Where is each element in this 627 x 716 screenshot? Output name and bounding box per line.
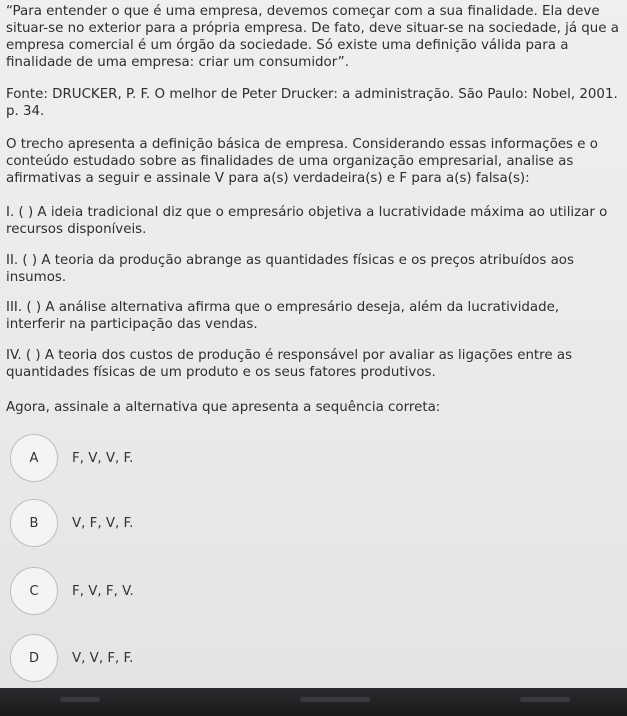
option-text[interactable]: V, V, F, F.	[72, 650, 134, 666]
answer-option-d[interactable]	[10, 633, 430, 683]
strip-artifact	[60, 697, 100, 702]
option-letter-circle[interactable]	[10, 434, 58, 482]
option-letter: D	[28, 650, 39, 666]
option-text[interactable]: V, F, V, F.	[72, 515, 134, 531]
option-letter-circle[interactable]	[10, 567, 58, 615]
statement-1: I. ( ) A ideia tradicional diz que o empresário objetiva a lucratividade máxima ao utilizar o recursos disponíveis.	[6, 205, 608, 237]
statement-2: II. ( ) A teoria da produção abrange as quantidades físicas e os preços atribuídos aos insumos.	[6, 253, 574, 285]
answer-option-c[interactable]	[10, 566, 430, 616]
answer-option-a[interactable]	[10, 433, 430, 483]
strip-artifact	[520, 697, 570, 702]
option-text[interactable]: F, V, V, F.	[72, 450, 134, 466]
answer-option-b[interactable]	[10, 498, 430, 548]
bottom-dark-strip	[0, 688, 627, 716]
source-citation: Fonte: DRUCKER, P. F. O melhor de Peter Drucker: a administração. São Paulo: Nobel, 2001. p. 34.	[6, 87, 618, 119]
option-letter-circle[interactable]	[10, 634, 58, 682]
statement-3: III. ( ) A análise alternativa afirma que o empresário deseja, além da lucratividade, interferir na participação das vendas.	[6, 300, 560, 332]
option-text[interactable]: F, V, F, V.	[72, 583, 134, 599]
quote-paragraph: “Para entender o que é uma empresa, devemos começar com a sua finalidade. Ela deve situar-se no exterior para a própria empresa. De fato, deve situar-se na sociedade, já que a empresa comercial é um órgão da sociedade. Só existe uma definição válida para a finalidade de uma empresa: criar um consumidor”.	[6, 4, 619, 70]
statement-4: IV. ( ) A teoria dos custos de produção é responsável por avaliar as ligações entre as quantidades físicas de um produto e os seus fatores produtivos.	[6, 348, 573, 380]
option-letter: C	[29, 583, 39, 599]
question-prompt: Agora, assinale a alternativa que apresenta a sequência correta:	[6, 400, 441, 415]
strip-artifact	[300, 697, 370, 702]
option-letter-circle[interactable]	[10, 499, 58, 547]
question-intro: O trecho apresenta a definição básica de empresa. Considerando essas informações e o conteúdo estudado sobre as finalidades de uma organização empresarial, analise as afirmativas a seguir e assinale V para a(s) verdadeira(s) e F para a(s) falsa(s):	[6, 137, 598, 186]
option-letter: A	[29, 450, 39, 466]
option-letter: B	[29, 515, 39, 531]
